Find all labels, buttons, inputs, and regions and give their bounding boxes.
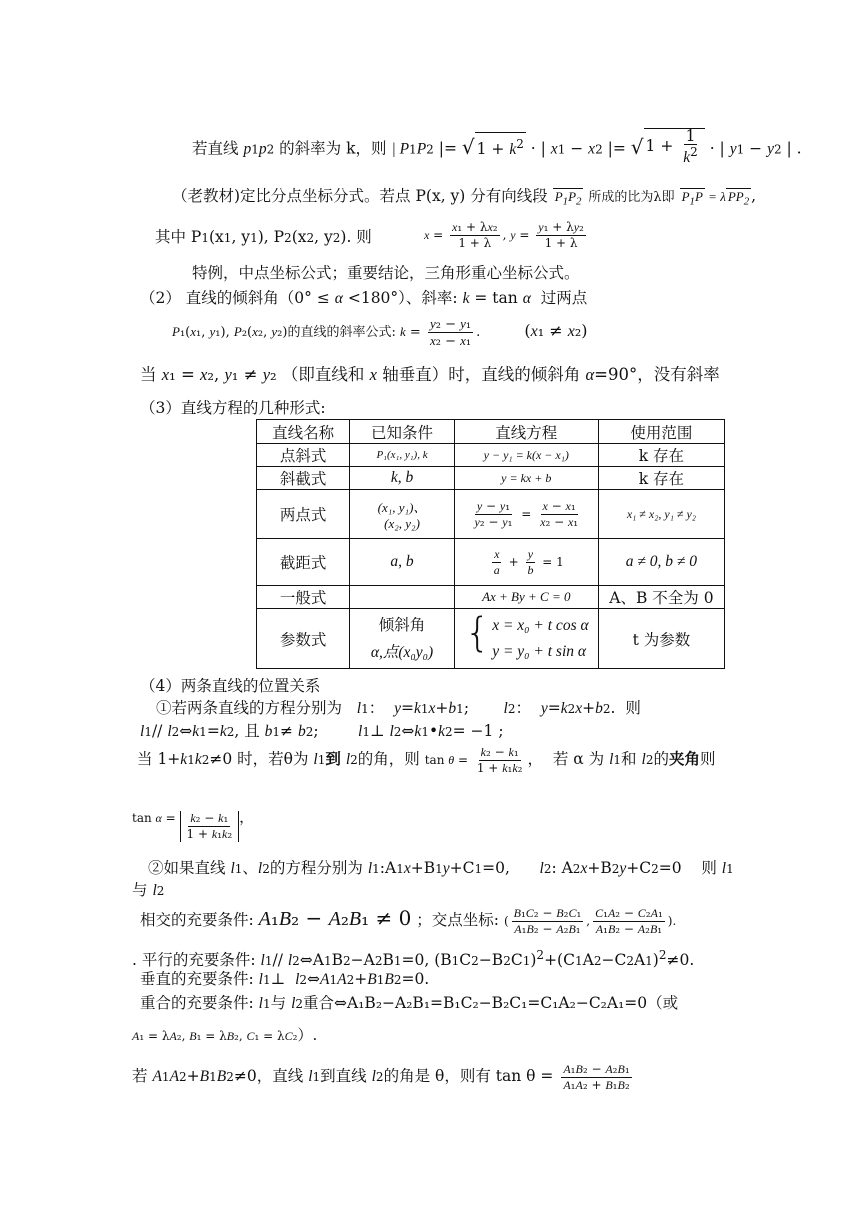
cell-line: x = x₀ + t cos α [492,616,589,634]
text: 轴垂直）时，直线的倾斜角 [382,365,581,384]
table-cell: x₁ ≠ x₂, y₁ ≠ y₂ [598,490,724,539]
text: 过两点 [540,289,588,307]
text: =90°，没有斜率 [594,365,720,384]
text: ①若两条直线的方程分别为 [156,699,343,717]
text: 则 [625,699,641,717]
text: 的 [653,750,669,768]
text: 到 [325,749,341,768]
text: 的方程分别为 [269,859,363,877]
text: . 平行的充要条件: [132,951,256,970]
table-cell: 一般式 [257,586,350,609]
table-cell: y = kx + b [454,467,598,490]
line-with: 与 l2 [132,881,165,899]
table-row [257,586,725,609]
line-section-formula: （老教材)定比分点坐标分式。若点 P(x, y) 分有向线段 $P_1P_2$ 所成的比为λ即 $P_1P = \lambda$ $PP_2$ , [172,187,757,208]
text: ；交点坐标: [416,911,499,929]
cell-line: (x₁, y₁)、 [377,499,427,515]
cell-line: 倾斜角 [378,615,426,634]
text: 相交的充要条件: [140,911,254,929]
text: 到直线 [320,1067,367,1085]
text: 的角是 θ，则有 tan θ = [383,1067,554,1085]
line-angle-formula: 当 1+k1k2≠0 时，若θ为 l1到 l2的角，则 tan θ = $\frac{\text{k₂ − k₁}}{\text{1 + k₁k₂}}$ ， 若 α 为 l1和 l2的夹角则 [137,745,716,775]
table-header: 直线名称 [257,420,350,444]
line-parallel: . 平行的充要条件: l1// l2⇔A1B2−A2B1=0, $(B1C2-B2C1)^2+(C1A2-C2A1)^2\ne 0$. [132,948,695,970]
table-row [257,444,725,467]
table-cell: y − y₁ = k(x − x₁) [454,444,598,467]
table-cell: { x = x₀ + t cos α y = y₀ + t sin α [454,609,598,669]
table-cell: 斜截式 [257,467,350,490]
text: 夹角 [668,749,700,768]
line-perpendicular: 垂直的充要条件: l1⊥ l2⇔A1A2+B1B2=0. [140,970,430,988]
text: 和 [621,750,637,768]
table-cell: A、B 不全为 0 [598,586,724,609]
text: 重合的充要条件: [140,994,254,1012]
text: ②如果直线 [148,859,226,877]
table-row [257,490,725,539]
table-cell [350,586,454,609]
section-formula: x = $\frac{\text{x₁ + λx₂}}{1 + \lambda}$ , y = $\frac{\text{y₁ + λy₂}}{1 + \lambda}$ [424,220,584,250]
text: <180°）、斜率: [347,289,458,307]
line-angle-general: 若 A1A2+B1B2≠0，直线 l1到直线 l2的角是 θ，则有 tan θ = $\frac{\text{A₁B₂ − A₂B₁}}{\text{A₁A₂ + B₁B₂}}$ [132,1062,630,1092]
table-cell: 点斜式 [257,444,350,467]
table-cell: 截距式 [257,539,350,586]
text: 的角，则 [357,750,420,768]
text: 垂直的充要条件: [140,970,254,988]
text: （即直线和 [281,365,365,384]
text: ). 则 [340,228,372,246]
table-header: 使用范围 [598,420,724,444]
line-slope-formula: P₁(x₁, y₁), P₂(x₂, y₂)的直线的斜率公式: k = $\frac{\text{y₂ − y₁}}{\text{x₂ − x₁}}$ . (x₁ ≠ x₂) [172,316,588,349]
line-coincide: 重合的充要条件: l1与 l2重合⇔A₁B₂−A₂B₁=B₁C₂−B₂C₁=C₁A₂−C₂A₁=0（或 [140,994,679,1012]
line-slope-distance: 若直线 p1p2 的斜率为 k，则 | P1P2 |= √ $1 + k^2$ · | x1 − x2 |= √ 1 + $\frac{1}{k^2}$ · | y1 − y2 | . [192,127,802,167]
cell-line: α,点(x₀y₀) [370,643,434,661]
table-cell: $\frac{\text{y − y₁}}{\text{y₂ − y₁}}$ = $\frac{\text{x − x₁}}{\text{x₂ − x₁}}$ [454,490,598,539]
line-two-lines-slope: ①若两条直线的方程分别为 l1： y=k1x+b1; l2： y=k2x+b2. 则 [156,699,641,717]
text: 则 [699,750,716,768]
text: （2） 直线的倾斜角（0° ≤ [140,289,330,307]
text: （3）直线方程的几种形式: [140,399,326,417]
table-cell: t 为参数 [598,609,724,669]
table-cell [350,490,454,539]
text: (x [209,228,224,246]
text: 当 [140,365,157,384]
line-intersect: 相交的充要条件: A₁B₂ − A₂B₁ ≠ 0 ；交点坐标: ( $\frac{\text{B₁C₂ − B₂C₁}}{\text{A₁B₂ − A₂B₁}}$ , $\frac{\text{C₁A₂ − C₂A₁}}{\text{A₁B₂ − A₂B₁}}$ ). [140,906,677,936]
line-section-coords: 其中 P1(x1, y1), P2(x2, y2). 则 [155,228,372,246]
table-cell: Ax + By + C = 0 [454,586,598,609]
line-equation-forms-table [256,419,725,669]
line-inclination: （2） 直线的倾斜角（0° ≤ α <180°）、斜率: k = tan α 过两点 [140,289,588,307]
text: 与 [132,881,148,899]
text: 特例，中点坐标公式；重要结论，三角形重心坐标公式。 [192,264,580,282]
table-header: 直线方程 [454,420,598,444]
text: 若 [132,1067,148,1085]
table-header: 已知条件 [350,420,454,444]
table-cell: 参数式 [257,609,350,669]
text: 若直线 [192,139,239,158]
table-cell: a, b [350,539,454,586]
text: （老教材)定比分点坐标分式。若点 P(x, y) 分有向线段 [172,187,548,205]
text: , y [231,228,251,246]
text: 与 [270,994,287,1012]
text: 当 [137,750,153,768]
table-row [257,467,725,490]
text: ，直线 [256,1067,304,1085]
table-cell: a ≠ 0, b ≠ 0 [598,539,724,586]
table-row [257,609,725,669]
text: ), P [257,228,285,246]
text: 的直线的斜率公式: [287,325,396,340]
cell-line: (x₂, y₂) [384,515,420,531]
table-header-row [257,420,725,444]
text: 则 [701,859,717,877]
text: 重合⇔A₁B₂−A₂B₁=B₁C₂−B₂C₁=C₁A₂−C₂A₁=0（或 [303,994,679,1012]
table-cell: 两点式 [257,490,350,539]
table-cell: k, b [350,467,454,490]
line-special-case [192,262,580,284]
text: 其中 P [155,228,202,246]
table-cell [350,609,454,669]
text: 若 α 为 [552,750,605,768]
table-cell: k 存在 [598,444,724,467]
text: 时，若θ为 [237,750,309,768]
line-coincide-alt: A₁ = λA₂, B₁ = λB₂, C₁ = λC₂）. [132,1026,318,1044]
text: 所成的比为λ即 [588,190,675,205]
line-section4-heading [140,675,320,697]
line-vertical: 当 x₁ = x₂, y₁ ≠ y₂ （即直线和 x 轴垂直）时，直线的倾斜角 α=90°，没有斜率 [140,365,720,384]
text: 且 [244,722,260,740]
line-forms-heading [140,397,326,419]
table-cell: k 存在 [598,467,724,490]
table-cell: $\frac{x}{a}$ + $\frac{y}{b}$ = 1 [454,539,598,586]
table-row [257,539,725,586]
text: 的斜率为 k，则 [279,139,387,158]
cell-line: y = y₀ + t sin α [492,642,587,660]
line-general-form: ②如果直线 l1、l2的方程分别为 l1:A1x+B1y+C1=0, l2: A2x+B2y+C2=0 则 l1 [148,859,734,877]
table-cell: P₁(x₁, y₁), k [350,444,454,467]
text: （4）两条直线的位置关系 [140,677,321,695]
line-parallel-perp: l1// l2⇔k1=k2, 且 b1≠ b2; l1⊥ l2⇔k1•k2= −1 ; [140,722,504,740]
line-tan-alpha: tan α = $\frac{\text{k₂ − k₁}}{\text{1 + k₁k₂}}$ ， [132,808,255,841]
